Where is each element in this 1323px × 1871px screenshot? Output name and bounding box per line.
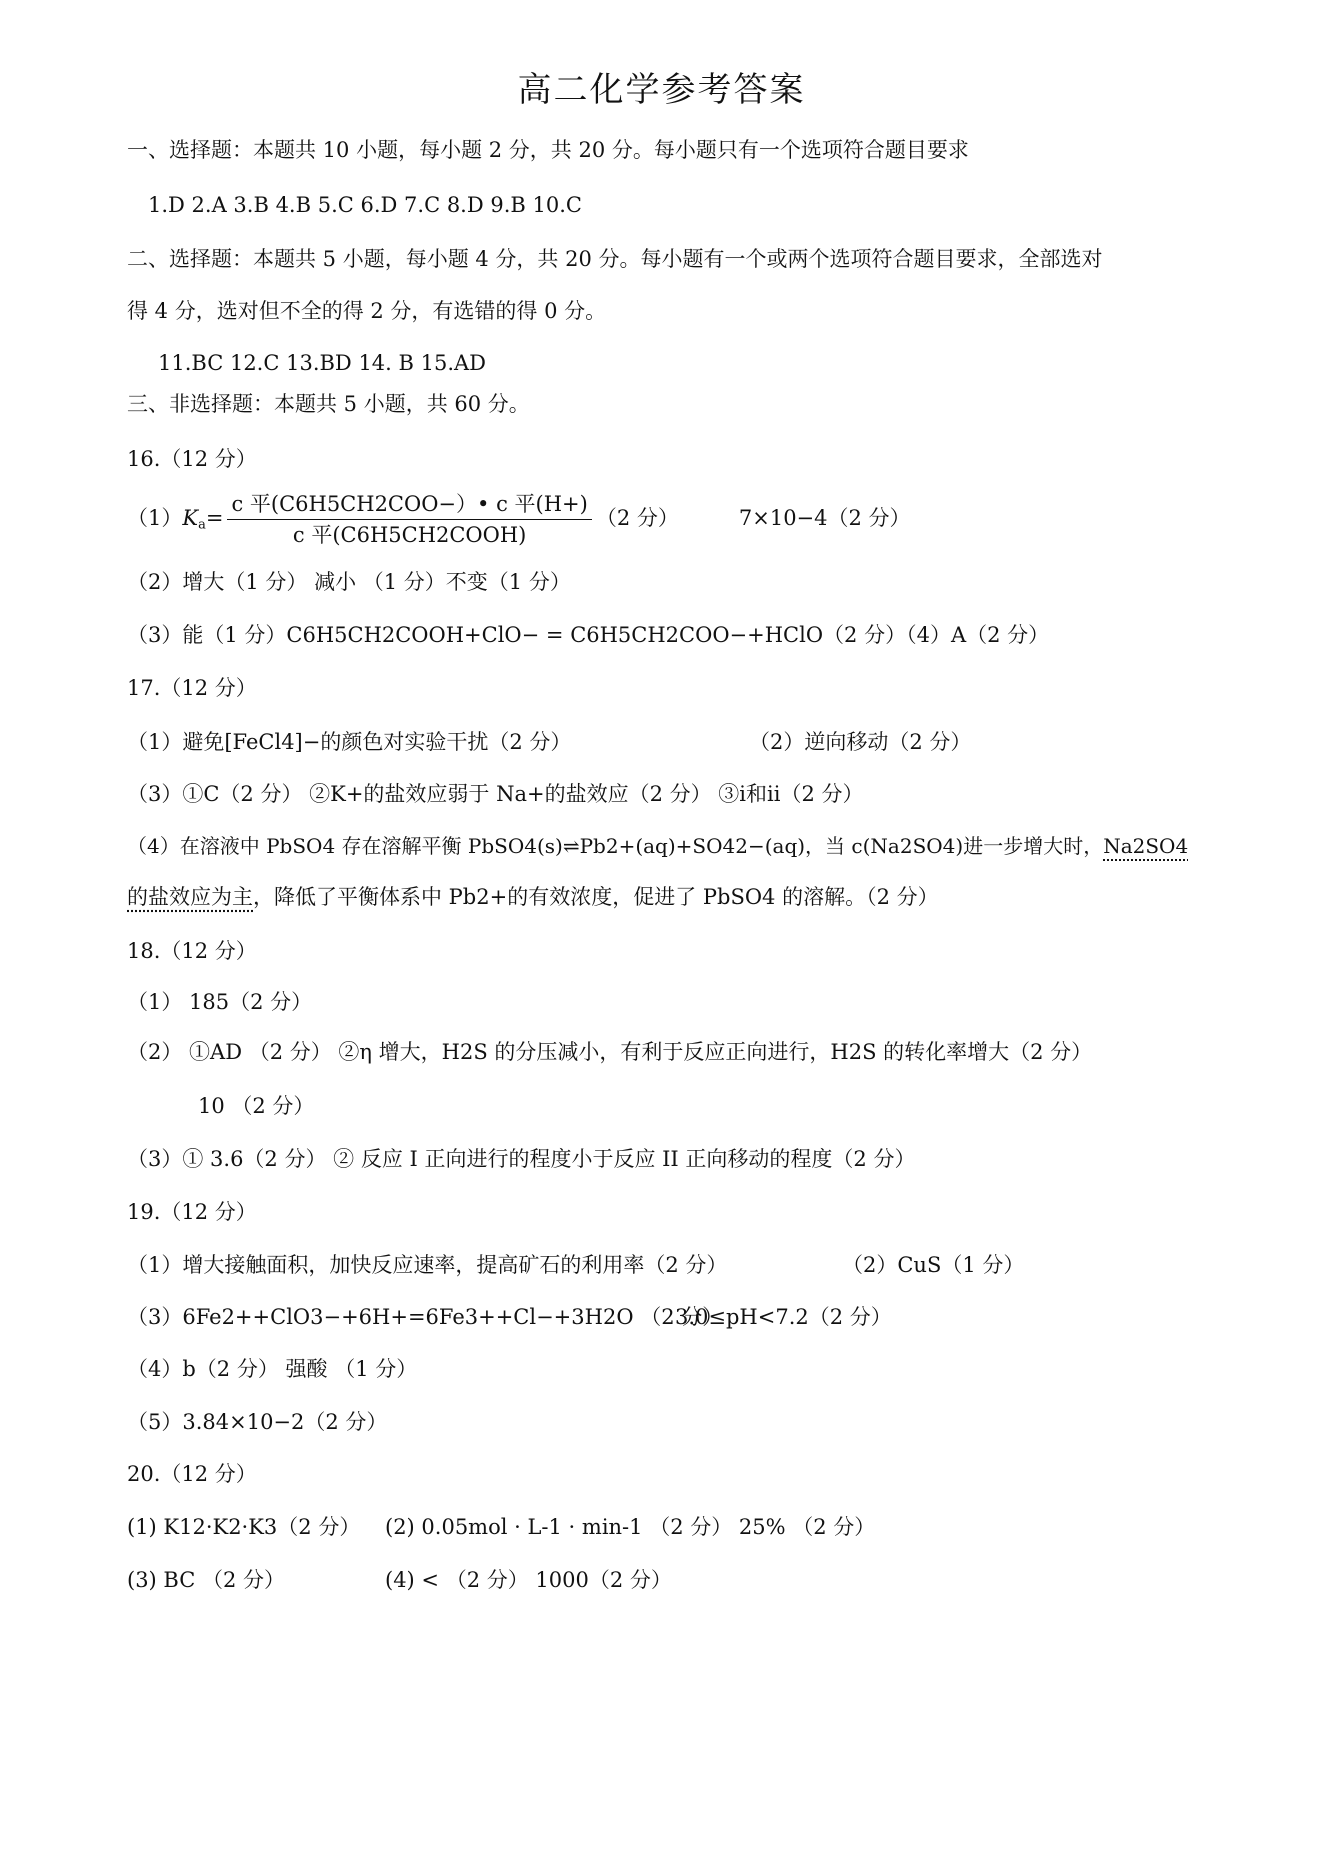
section2-heading: 二、选择题：本题共 5 小题，每小题 4 分，共 20 分。每小题有一个或两个选项符合题目要求，全部选对 [127, 247, 1103, 271]
q18-part3: （3）① 3.6（2 分） ② 反应 I 正向进行的程度小于反应 II 正向移动的程度（2 分） [127, 1147, 916, 1171]
q18-part2: （2） ①AD （2 分） ②η 增大，H2S 的分压减小，有利于反应正向进行，H2S 的转化率增大（2 分） [127, 1040, 1093, 1064]
q20-header: 20.（12 分） [127, 1462, 257, 1486]
q19-part3-range: 3.0≤pH<7.2（2 分） [675, 1305, 892, 1329]
section2-answers: 11.BC 12.C 13.BD 14. B 15.AD [158, 351, 487, 375]
q17-part4-emphasis-1: Na2SO4 [1103, 834, 1189, 858]
q19-part1-row [127, 1251, 1213, 1279]
q17-part1: （1）避免[FeCl4]−的颜色对实验干扰（2 分） [127, 730, 572, 754]
q20-row1 [127, 1513, 1213, 1541]
q18-part1: （1） 185（2 分） [127, 990, 313, 1014]
section1-answers: 1.D 2.A 3.B 4.B 5.C 6.D 7.C 8.D 9.B 10.C [148, 193, 582, 217]
ka-symbol: K [182, 506, 199, 530]
q17-part4-text-b: ，降低了平衡体系中 Pb2+的有效浓度，促进了 PbSO4 的溶解。（2 分） [253, 885, 939, 909]
q16-part1-label: （1） [127, 506, 183, 530]
q17-part4-text-a: （4）在溶液中 PbSO4 存在溶解平衡 PbSO4(s)⇌Pb2+(aq)+SO42−(aq)，当 c(Na2SO4)进一步增大时， [127, 834, 1104, 858]
q17-part2: （2）逆向移动（2 分） [749, 730, 972, 754]
q16-part1-score: （2 分） [595, 506, 679, 530]
page-title: 高二化学参考答案 [517, 70, 806, 110]
q17-header: 17.（12 分） [127, 676, 257, 700]
q20-part1: (1) K12·K2·K3（2 分） [127, 1515, 361, 1539]
ka-denominator: c 平(C6H5CH2COOH) [292, 523, 527, 547]
ka-fraction [227, 491, 591, 548]
q16-part2: （2）增大（1 分） 减小 （1 分）不变（1 分） [127, 570, 571, 594]
q19-part1: （1）增大接触面积，加快反应速率，提高矿石的利用率（2 分） [127, 1253, 728, 1277]
q19-part5: （5）3.84×10−2（2 分） [127, 1410, 388, 1434]
q20-part3: (3) BC （2 分） [127, 1568, 286, 1592]
q16-part1 [127, 488, 1213, 552]
q18-header: 18.（12 分） [127, 939, 257, 963]
ka-subscript: a [198, 517, 206, 533]
q20-row2 [127, 1566, 1213, 1594]
q16-header: 16.（12 分） [127, 447, 257, 471]
q20-part4: (4) < （2 分） 1000（2 分） [385, 1568, 672, 1592]
q19-part4: （4）b（2 分） 强酸 （1 分） [127, 1357, 418, 1381]
q16-part1-value: 7×10−4（2 分） [738, 506, 911, 530]
q20-part2: (2) 0.05mol · L-1 · min-1 （2 分） 25% （2 分） [385, 1515, 876, 1539]
equals-sign: = [205, 506, 224, 530]
q17-part4-line1 [127, 832, 1213, 860]
q16-part3: （3）能（1 分）C6H5CH2COOH+ClO− = C6H5CH2COO−+HClO（2 分）（4）A（2 分） [127, 623, 1050, 647]
section3-heading: 三、非选择题：本题共 5 小题，共 60 分。 [127, 392, 530, 416]
q19-part3: （3）6Fe2++ClO3−+6H+=6Fe3++Cl−+3H2O （2 分） [127, 1305, 724, 1329]
q17-part1-row [127, 728, 1213, 756]
q18-part2-continued: 10 （2 分） [198, 1094, 315, 1118]
q19-header: 19.（12 分） [127, 1200, 257, 1224]
ka-numerator: c 平(C6H5CH2COO−）• c 平(H+) [227, 491, 591, 520]
q17-part3: （3）①C（2 分） ②K+的盐效应弱于 Na+的盐效应（2 分） ③i和ii（2 分） [127, 782, 864, 806]
q19-part2: （2）CuS（1 分） [842, 1253, 1025, 1277]
q17-part4-emphasis-2: 的盐效应为主 [127, 885, 253, 909]
section2-heading-cont: 得 4 分，选对但不全的得 2 分，有选错的得 0 分。 [127, 299, 607, 323]
q17-part4-line2 [127, 883, 1213, 911]
q19-part3-row [127, 1303, 1213, 1331]
section1-heading: 一、选择题：本题共 10 小题，每小题 2 分，共 20 分。每小题只有一个选项符合题目要求 [127, 138, 969, 162]
